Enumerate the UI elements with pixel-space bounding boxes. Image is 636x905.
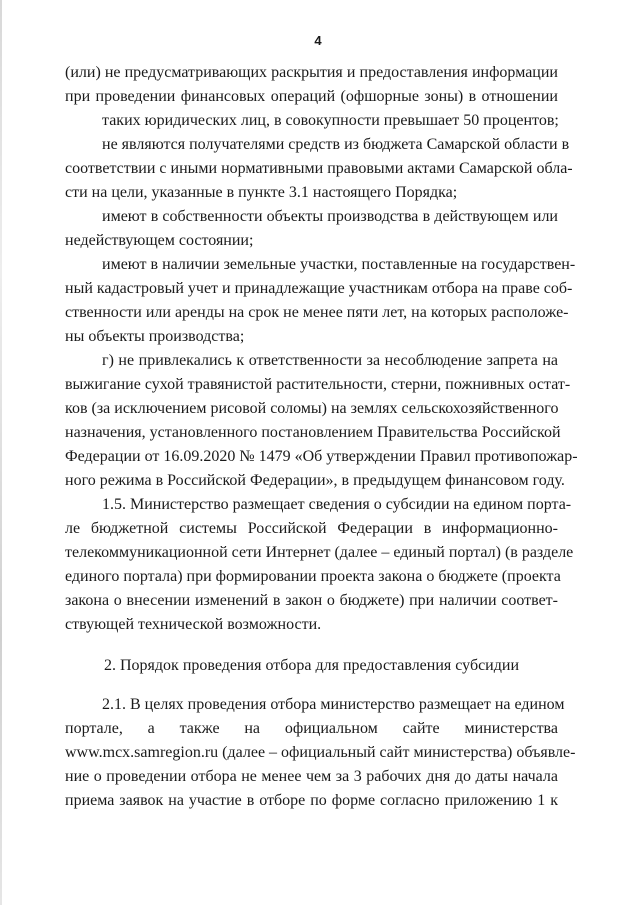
text-line: ный кадастровый учет и принадлежащие участникам отбора на праве соб-	[65, 280, 573, 297]
text-line: единого портала) при формировании проекта закона о бюджете (проекта	[65, 568, 561, 585]
text-line: ков (за исключением рисовой соломы) на землях сельскохозяйственного	[65, 400, 559, 417]
text-line: ле бюджетной системы Российской Федерации в информационно-	[65, 520, 558, 537]
text-line: таких юридических лиц, в совокупности превышает 50 процентов;	[102, 112, 559, 129]
text-line: назначения, установленного постановлением Правительства Российской	[65, 424, 561, 441]
page-number: 4	[314, 33, 322, 48]
text-line: ного режима в Российской Федерации», в предыдущем финансовом году.	[65, 472, 565, 489]
text-line: Федерации от 16.09.2020 № 1479 «Об утверждении Правил противопожар-	[65, 448, 578, 465]
text-line: ственности или аренды на срок не менее пяти лет, на которых расположе-	[65, 304, 569, 321]
text-line: 2.1. В целях проведения отбора министерство размещает на едином	[102, 696, 565, 713]
text-line: выжигание сухой травянистой растительности, стерни, пожнивных остат-	[65, 376, 571, 393]
text-line: имеют в наличии земельные участки, поставленные на государствен-	[102, 256, 576, 273]
text-line: ствующей технической возможности.	[65, 616, 322, 633]
text-line: приема заявок на участие в отборе по форме согласно приложению 1 к	[65, 792, 558, 809]
text-line: www.mcx.samregion.ru (далее – официальный сайт министерства) объявле-	[65, 744, 576, 761]
scan-edge	[0, 0, 2, 905]
text-line: (или) не предусматривающих раскрытия и предоставления информации	[65, 64, 558, 81]
section-heading: 2. Порядок проведения отбора для предоставления субсидии	[103, 657, 520, 674]
text-line: при проведении финансовых операций (офшорные зоны) в отношении	[65, 88, 558, 105]
text-line: имеют в собственности объекты производства в действующем или	[102, 208, 558, 225]
text-line: г) не привлекались к ответственности за несоблюдение запрета на	[102, 352, 558, 369]
text-line: соответствии с иными нормативными правовыми актами Самарской обла-	[65, 160, 573, 177]
text-line: ние о проведении отбора не менее чем за 3 рабочих дня до даты начала	[65, 768, 558, 785]
text-line: сти на цели, указанные в пункте 3.1 настоящего Порядка;	[65, 184, 458, 201]
text-line: телекоммуникационной сети Интернет (далее – единый портал) (в разделе	[65, 544, 574, 561]
text-line: портале, а также на официальном сайте министерства	[65, 720, 558, 737]
text-line: недействующем состоянии;	[65, 232, 254, 249]
text-line: закона о внесении изменений в закон о бюджете) при наличии соответ-	[65, 592, 558, 609]
text-line: ны объекты производства;	[65, 328, 245, 345]
text-line: 1.5. Министерство размещает сведения о субсидии на едином порта-	[102, 496, 572, 513]
text-line: не являются получателями средств из бюджета Самарской области в	[102, 136, 570, 153]
